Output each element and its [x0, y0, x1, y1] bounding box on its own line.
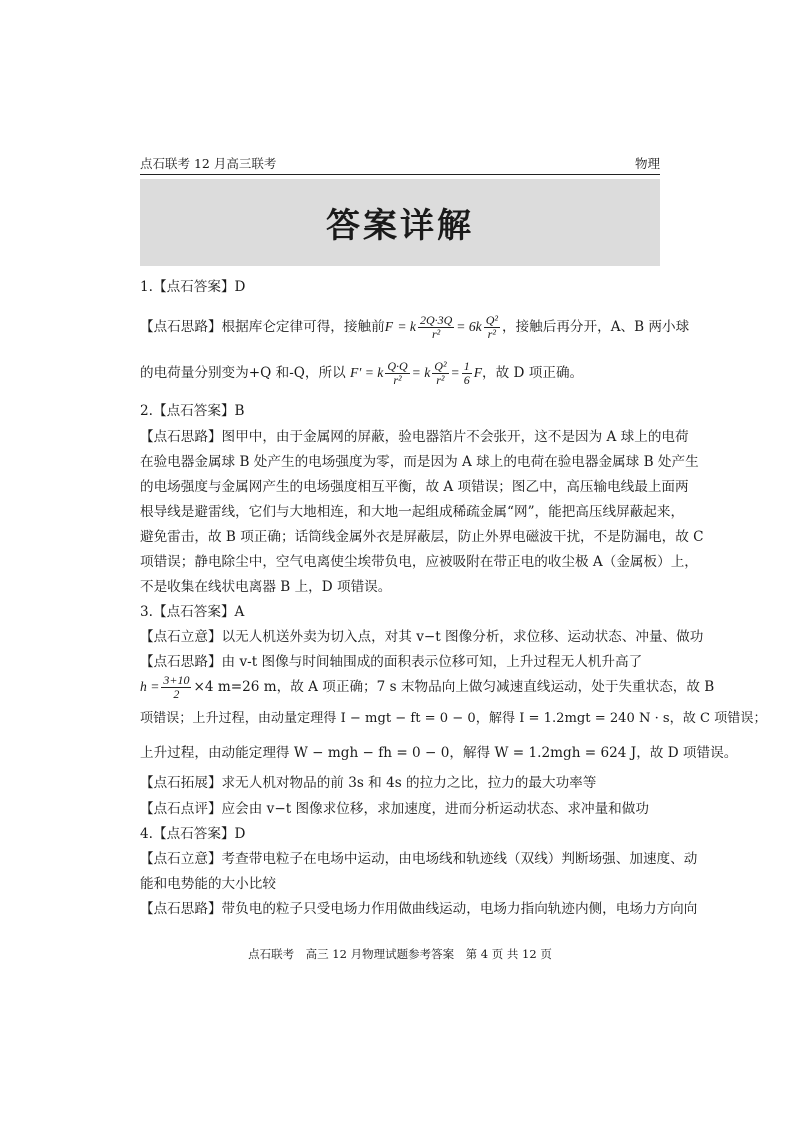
- fraction-denominator: r²: [393, 373, 402, 387]
- q3-text: ×4 m=26 m，故 A 项正确；7 s 末物品向上做匀减速直线运动，处于失重状态，故 B: [193, 679, 715, 695]
- q1-text: ，接触后再分开，A、B 两小球: [501, 319, 690, 335]
- q4-intent-line: 【点石立意】考查带电粒子在电场中运动，由电场线和轨迹线（双线）判断场强、加速度、动: [140, 851, 698, 867]
- q3-comment: 【点石点评】应会由 v−t 图像求位移，求加速度，进而分析运动状态、求冲量和做功: [140, 801, 649, 817]
- fraction-denominator: 2: [173, 687, 180, 701]
- fraction-denominator: r²: [487, 327, 496, 341]
- q1-text: ，故 D 项正确。: [482, 365, 584, 381]
- q1-formula-part: = 6k: [456, 319, 482, 334]
- fraction-denominator: r²: [436, 373, 445, 387]
- fraction-numerator: 1: [463, 359, 470, 373]
- q4-idea-line: 【点石思路】带负电的粒子只受电场力作用做曲线运动，电场力指向轨迹内侧，电场力方向向: [140, 901, 698, 917]
- q1-formula-symbol: F: [473, 365, 483, 380]
- q1-fraction: [418, 314, 454, 341]
- running-header: [140, 152, 660, 174]
- q3-extend: 【点石拓展】求无人机对物品的前 3s 和 4s 的拉力之比，拉力的最大功率等: [140, 775, 597, 791]
- q1-fraction: [385, 360, 409, 387]
- q3-height-line: [140, 672, 715, 702]
- fraction-numerator: 3+10: [163, 673, 190, 687]
- q1-formula-part: = k: [397, 319, 416, 334]
- q3-fraction: [161, 674, 191, 701]
- q2-idea-line: 在验电器金属球 B 处产生的电场强度为零，而是因为 A 球上的电荷在验电器金属球 B 处产生: [140, 454, 699, 470]
- fraction-denominator: 6: [463, 373, 470, 387]
- q2-idea-line: 项错误；静电除尘中，空气电离使尘埃带负电，应被吸附在带正电的收尘极 A（金属板）上，: [140, 554, 698, 570]
- q1-idea-line2: [140, 358, 662, 388]
- q1-text: 的电荷量分别变为+Q 和-Q，所以: [140, 365, 346, 381]
- q1-fraction: [462, 360, 472, 387]
- q2-idea-line: 根导线是避雷线，它们与大地相连，和大地一起组成稀疏金属“网”，能把高压线屏蔽起来，: [140, 504, 685, 520]
- q1-idea-line1: [140, 312, 690, 342]
- page-title: 答案详解: [326, 206, 474, 246]
- q3-energy-line: 上升过程，由动能定理得 W − mgh − fh = 0 − 0，解得 W = 1.2mgh = 624 J，故 D 项错误。: [140, 745, 738, 761]
- q3-idea: 【点石思路】由 v-t 图像与时间轴围成的面积表示位移可知，上升过程无人机升高了: [140, 654, 643, 670]
- header-subject: 物理: [634, 156, 660, 171]
- fraction-denominator: r²: [431, 327, 441, 341]
- q3-formula-part: h =: [140, 679, 160, 694]
- q1-fraction: [432, 360, 448, 387]
- fraction-numerator: Q²: [485, 313, 498, 327]
- q2-idea-line: 不是收集在线状电离器 B 上，D 项错误。: [140, 579, 392, 595]
- fraction-numerator: Q²: [434, 359, 447, 373]
- q4-intent-line: 能和电势能的大小比较: [140, 876, 276, 892]
- fraction-numerator: Q·Q: [387, 359, 408, 373]
- q1-formula-symbol: F: [384, 319, 393, 334]
- q1-text: 【点石思路】根据库仑定律可得，接触前: [140, 319, 385, 335]
- q2-answer: 2.【点石答案】B: [140, 403, 245, 419]
- q3-intent: 【点石立意】以无人机送外卖为切入点，对其 v−t 图像分析，求位移、运动状态、冲量、做功: [140, 629, 704, 645]
- q1-answer: 1.【点石答案】D: [140, 279, 246, 295]
- q1-formula-part: =: [450, 365, 460, 380]
- q1-formula-part: = k: [411, 365, 431, 380]
- q2-idea-line: 避免雷击，故 B 项正确；话筒线金属外衣是屏蔽层，防止外界电磁波干扰，不是防漏电，故 C: [140, 529, 704, 545]
- q3-momentum-line: 项错误；上升过程，由动量定理得 I − mgt − ft = 0 − 0，解得 I = 1.2mgt = 240 N · s，故 C 项错误；: [140, 711, 767, 726]
- q4-answer: 4.【点石答案】D: [140, 826, 246, 842]
- q3-answer: 3.【点石答案】A: [140, 604, 245, 620]
- header-rule: [140, 174, 660, 175]
- title-banner: [140, 179, 660, 266]
- page-footer: 点石联考 高三 12 月物理试题参考答案 第 4 页 共 12 页: [248, 947, 552, 961]
- header-exam-name: 点石联考 12 月高三联考: [140, 156, 277, 171]
- q1-fraction: [484, 314, 500, 341]
- fraction-numerator: 2Q·3Q: [419, 313, 453, 327]
- q2-idea-line: 的电场强度与金属网产生的电场强度相互平衡，故 A 项错误；图乙中，高压输电线最上面两: [140, 479, 689, 495]
- q2-idea-line: 【点石思路】图甲中，由于金属网的屏蔽，验电器箔片不会张开，这不是因为 A 球上的电荷: [140, 429, 689, 445]
- q1-formula-part: F′ = k: [350, 365, 384, 380]
